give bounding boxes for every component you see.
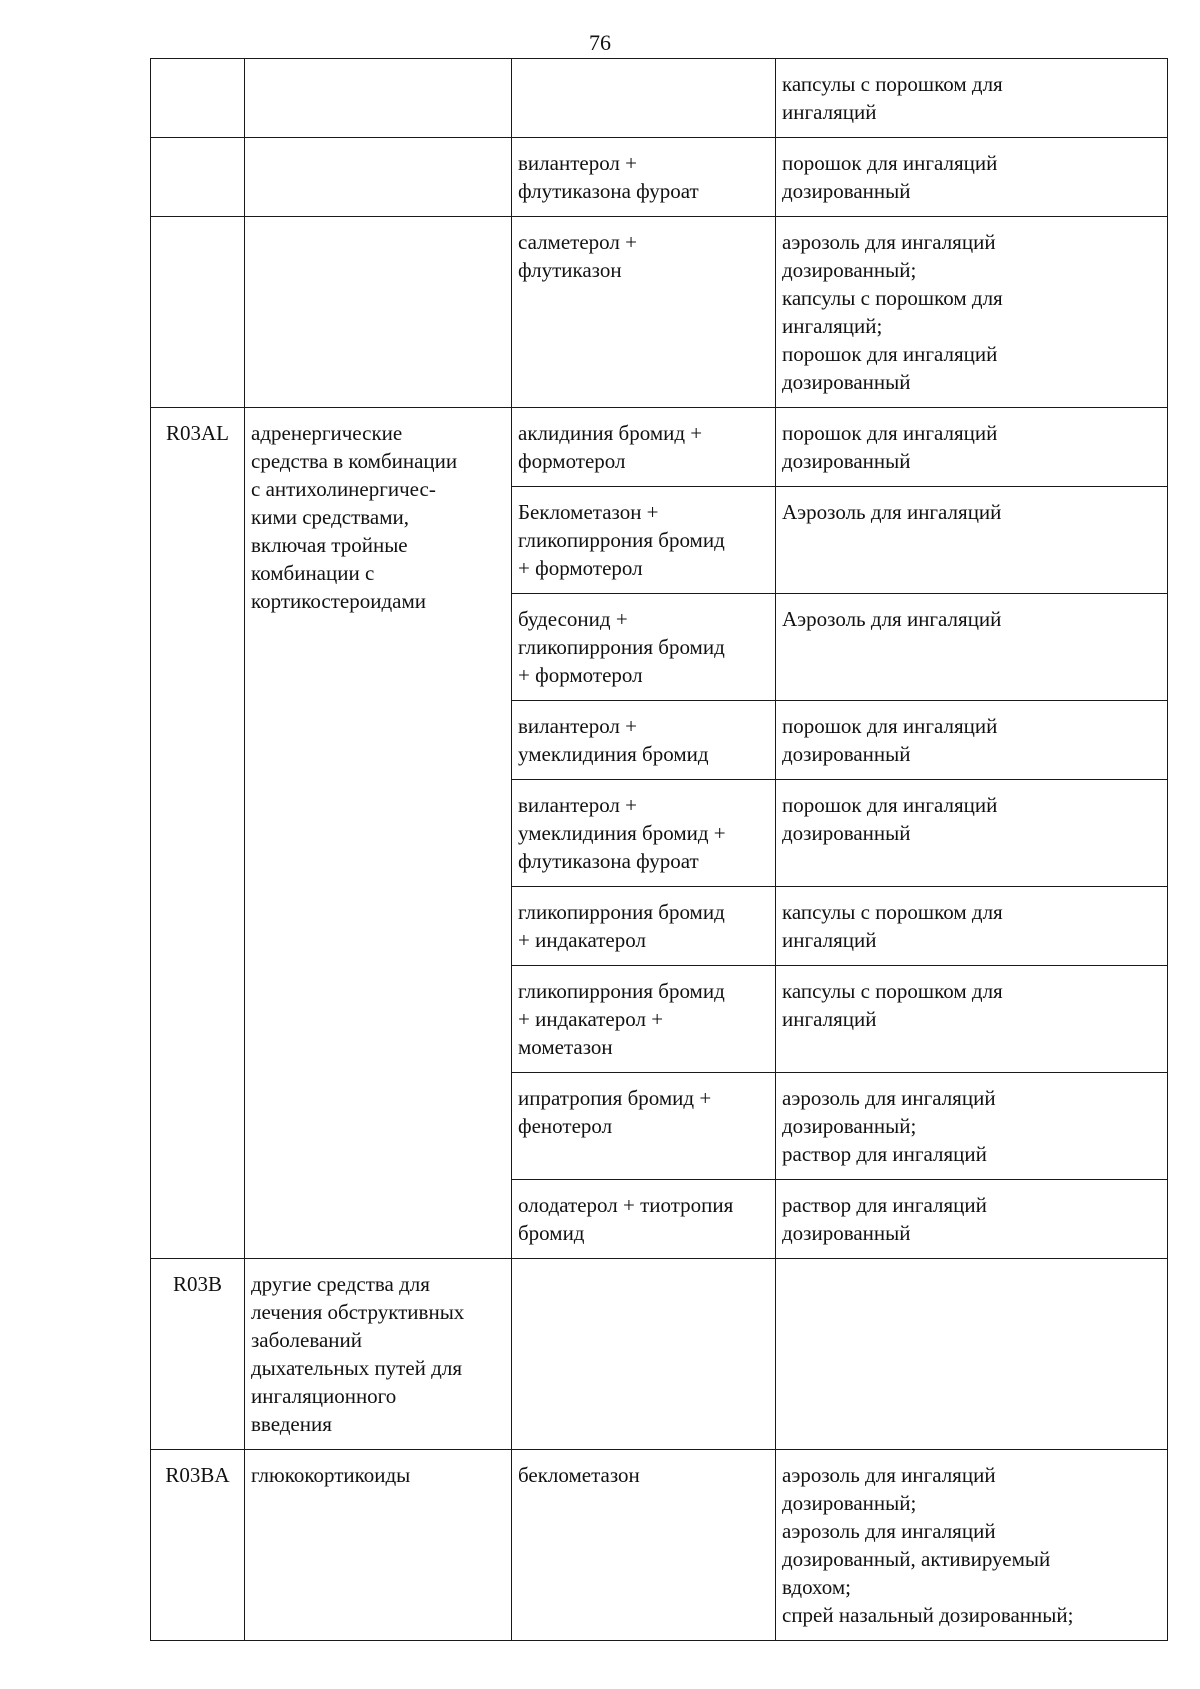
dosage-form-cell: аэрозоль для ингаляций дозированный; раствор для ингаляций <box>776 1073 1168 1180</box>
drug-name-cell: гликопиррония бромид + индакатерол + мометазон <box>512 966 776 1073</box>
atc-code-cell: R03B <box>151 1259 245 1450</box>
dosage-form-cell: капсулы с порошком для ингаляций <box>776 887 1168 966</box>
drug-name-cell: олодатерол + тиотропия бромид <box>512 1180 776 1259</box>
dosage-form-cell: порошок для ингаляций дозированный <box>776 780 1168 887</box>
drug-name-cell <box>512 1259 776 1450</box>
dosage-form-cell: порошок для ингаляций дозированный <box>776 138 1168 217</box>
drug-name-cell: ипратропия бромид + фенотерол <box>512 1073 776 1180</box>
dosage-form-cell: порошок для ингаляций дозированный <box>776 701 1168 780</box>
page-number: 76 <box>589 30 611 55</box>
table-row <box>151 217 1168 408</box>
table-row <box>151 408 1168 487</box>
group-cell: адренергические средства в комбинации с антихолинергичес- кими средствами, включая тройные комбинации с кортикостероидами <box>245 408 512 1259</box>
drug-name-cell: беклометазон <box>512 1450 776 1641</box>
atc-code-cell <box>151 217 245 408</box>
table-row <box>151 1259 1168 1450</box>
dosage-form-cell: капсулы с порошком для ингаляций <box>776 966 1168 1073</box>
atc-code-cell <box>151 59 245 138</box>
dosage-form-cell: порошок для ингаляций дозированный <box>776 408 1168 487</box>
dosage-form-cell: капсулы с порошком для ингаляций <box>776 59 1168 138</box>
dosage-form-cell: аэрозоль для ингаляций дозированный; капсулы с порошком для ингаляций; порошок для ингаляций дозированный <box>776 217 1168 408</box>
drug-name-cell <box>512 59 776 138</box>
drug-name-cell: аклидиния бромид + формотерол <box>512 408 776 487</box>
drug-name-cell: будесонид + гликопиррония бромид + формотерол <box>512 594 776 701</box>
drug-name-cell: вилантерол + умеклидиния бромид + флутиказона фуроат <box>512 780 776 887</box>
table-row <box>151 138 1168 217</box>
drug-name-cell: салметерол + флутиказон <box>512 217 776 408</box>
group-cell <box>245 59 512 138</box>
atc-code-cell: R03BA <box>151 1450 245 1641</box>
dosage-form-cell: Аэрозоль для ингаляций <box>776 594 1168 701</box>
drug-table <box>150 58 1168 1641</box>
table-row <box>151 1450 1168 1641</box>
dosage-form-cell: раствор для ингаляций дозированный <box>776 1180 1168 1259</box>
dosage-form-cell: аэрозоль для ингаляций дозированный; аэрозоль для ингаляций дозированный, активируемый вдохом; спрей назальный дозированный; <box>776 1450 1168 1641</box>
group-cell <box>245 217 512 408</box>
atc-code-cell: R03AL <box>151 408 245 1259</box>
table-row <box>151 59 1168 138</box>
drug-name-cell: вилантерол + флутиказона фуроат <box>512 138 776 217</box>
dosage-form-cell: Аэрозоль для ингаляций <box>776 487 1168 594</box>
atc-code-cell <box>151 138 245 217</box>
dosage-form-cell <box>776 1259 1168 1450</box>
group-cell: другие средства для лечения обструктивных заболеваний дыхательных путей для ингаляционного введения <box>245 1259 512 1450</box>
group-cell: глюкокортикоиды <box>245 1450 512 1641</box>
drug-name-cell: вилантерол + умеклидиния бромид <box>512 701 776 780</box>
drug-name-cell: гликопиррония бромид + индакатерол <box>512 887 776 966</box>
drug-name-cell: Беклометазон + гликопиррония бромид + формотерол <box>512 487 776 594</box>
group-cell <box>245 138 512 217</box>
